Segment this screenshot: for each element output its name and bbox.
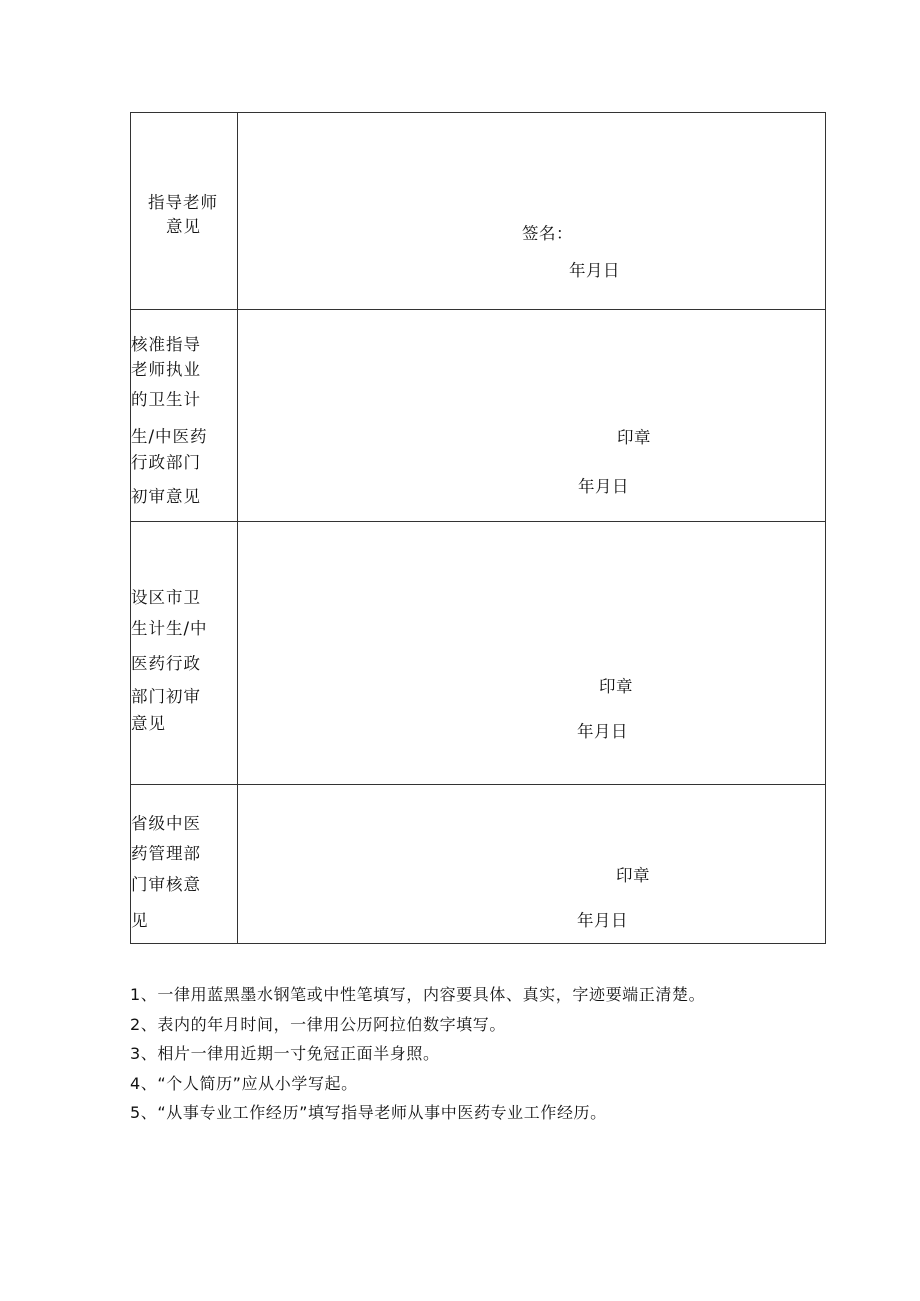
supervisor-opinion-row <box>130 112 826 309</box>
signature-label: 签名： <box>522 224 573 243</box>
label-line: 门审核意 <box>131 875 201 894</box>
label-line: 省级中医 <box>131 814 201 833</box>
label-line: 指导老师 <box>148 193 218 212</box>
table-border-bottom <box>130 943 826 944</box>
date-label: 年月日 <box>569 261 620 280</box>
label-line: 行政部门 <box>131 453 201 472</box>
provincial-tcm-dept-review-label <box>130 784 238 943</box>
city-health-dept-review-field[interactable] <box>238 521 826 784</box>
label-line: 设区市卫 <box>131 588 201 607</box>
instruction-item: 1、一律用蓝黑墨水钢笔或中性笔填写，内容要具体、真实，字迹要端正清楚。 <box>130 985 706 1004</box>
instruction-item: 4、“个人简历”应从小学写起。 <box>130 1074 358 1093</box>
city-health-dept-review-row <box>130 521 826 784</box>
provincial-tcm-dept-review-row <box>130 784 826 943</box>
instruction-item: 5、“从事专业工作经历”填写指导老师从事中医药专业工作经历。 <box>130 1103 607 1122</box>
date-label: 年月日 <box>577 722 628 741</box>
label-line: 部门初审 <box>131 687 201 706</box>
approval-form-table <box>130 112 826 944</box>
seal-label: 印章 <box>599 677 633 696</box>
label-line: 的卫生计 <box>131 390 201 409</box>
label-line: 生计生/中 <box>131 619 208 638</box>
label-line: 见 <box>131 911 149 930</box>
label-line: 生/中医药 <box>131 427 208 446</box>
city-health-dept-review-label <box>130 521 238 784</box>
practice-health-dept-review-row <box>130 309 826 521</box>
date-label: 年月日 <box>578 477 629 496</box>
label-line: 药管理部 <box>131 844 201 863</box>
label-line: 意见 <box>166 217 201 236</box>
label-line: 医药行政 <box>131 654 201 673</box>
seal-label: 印章 <box>616 866 650 885</box>
practice-health-dept-review-field[interactable] <box>238 309 826 521</box>
seal-label: 印章 <box>617 428 651 447</box>
label-line: 核准指导 <box>131 335 201 354</box>
supervisor-opinion-label <box>130 112 238 309</box>
date-label: 年月日 <box>577 911 628 930</box>
label-line: 老师执业 <box>131 360 201 379</box>
instruction-item: 3、相片一律用近期一寸免冠正面半身照。 <box>130 1044 440 1063</box>
provincial-tcm-dept-review-field[interactable] <box>238 784 826 943</box>
label-line: 初审意见 <box>131 487 201 506</box>
supervisor-opinion-field[interactable] <box>238 112 826 309</box>
label-line: 意见 <box>131 714 166 733</box>
practice-health-dept-review-label <box>130 309 238 521</box>
instruction-item: 2、表内的年月时间，一律用公历阿拉伯数字填写。 <box>130 1015 506 1034</box>
